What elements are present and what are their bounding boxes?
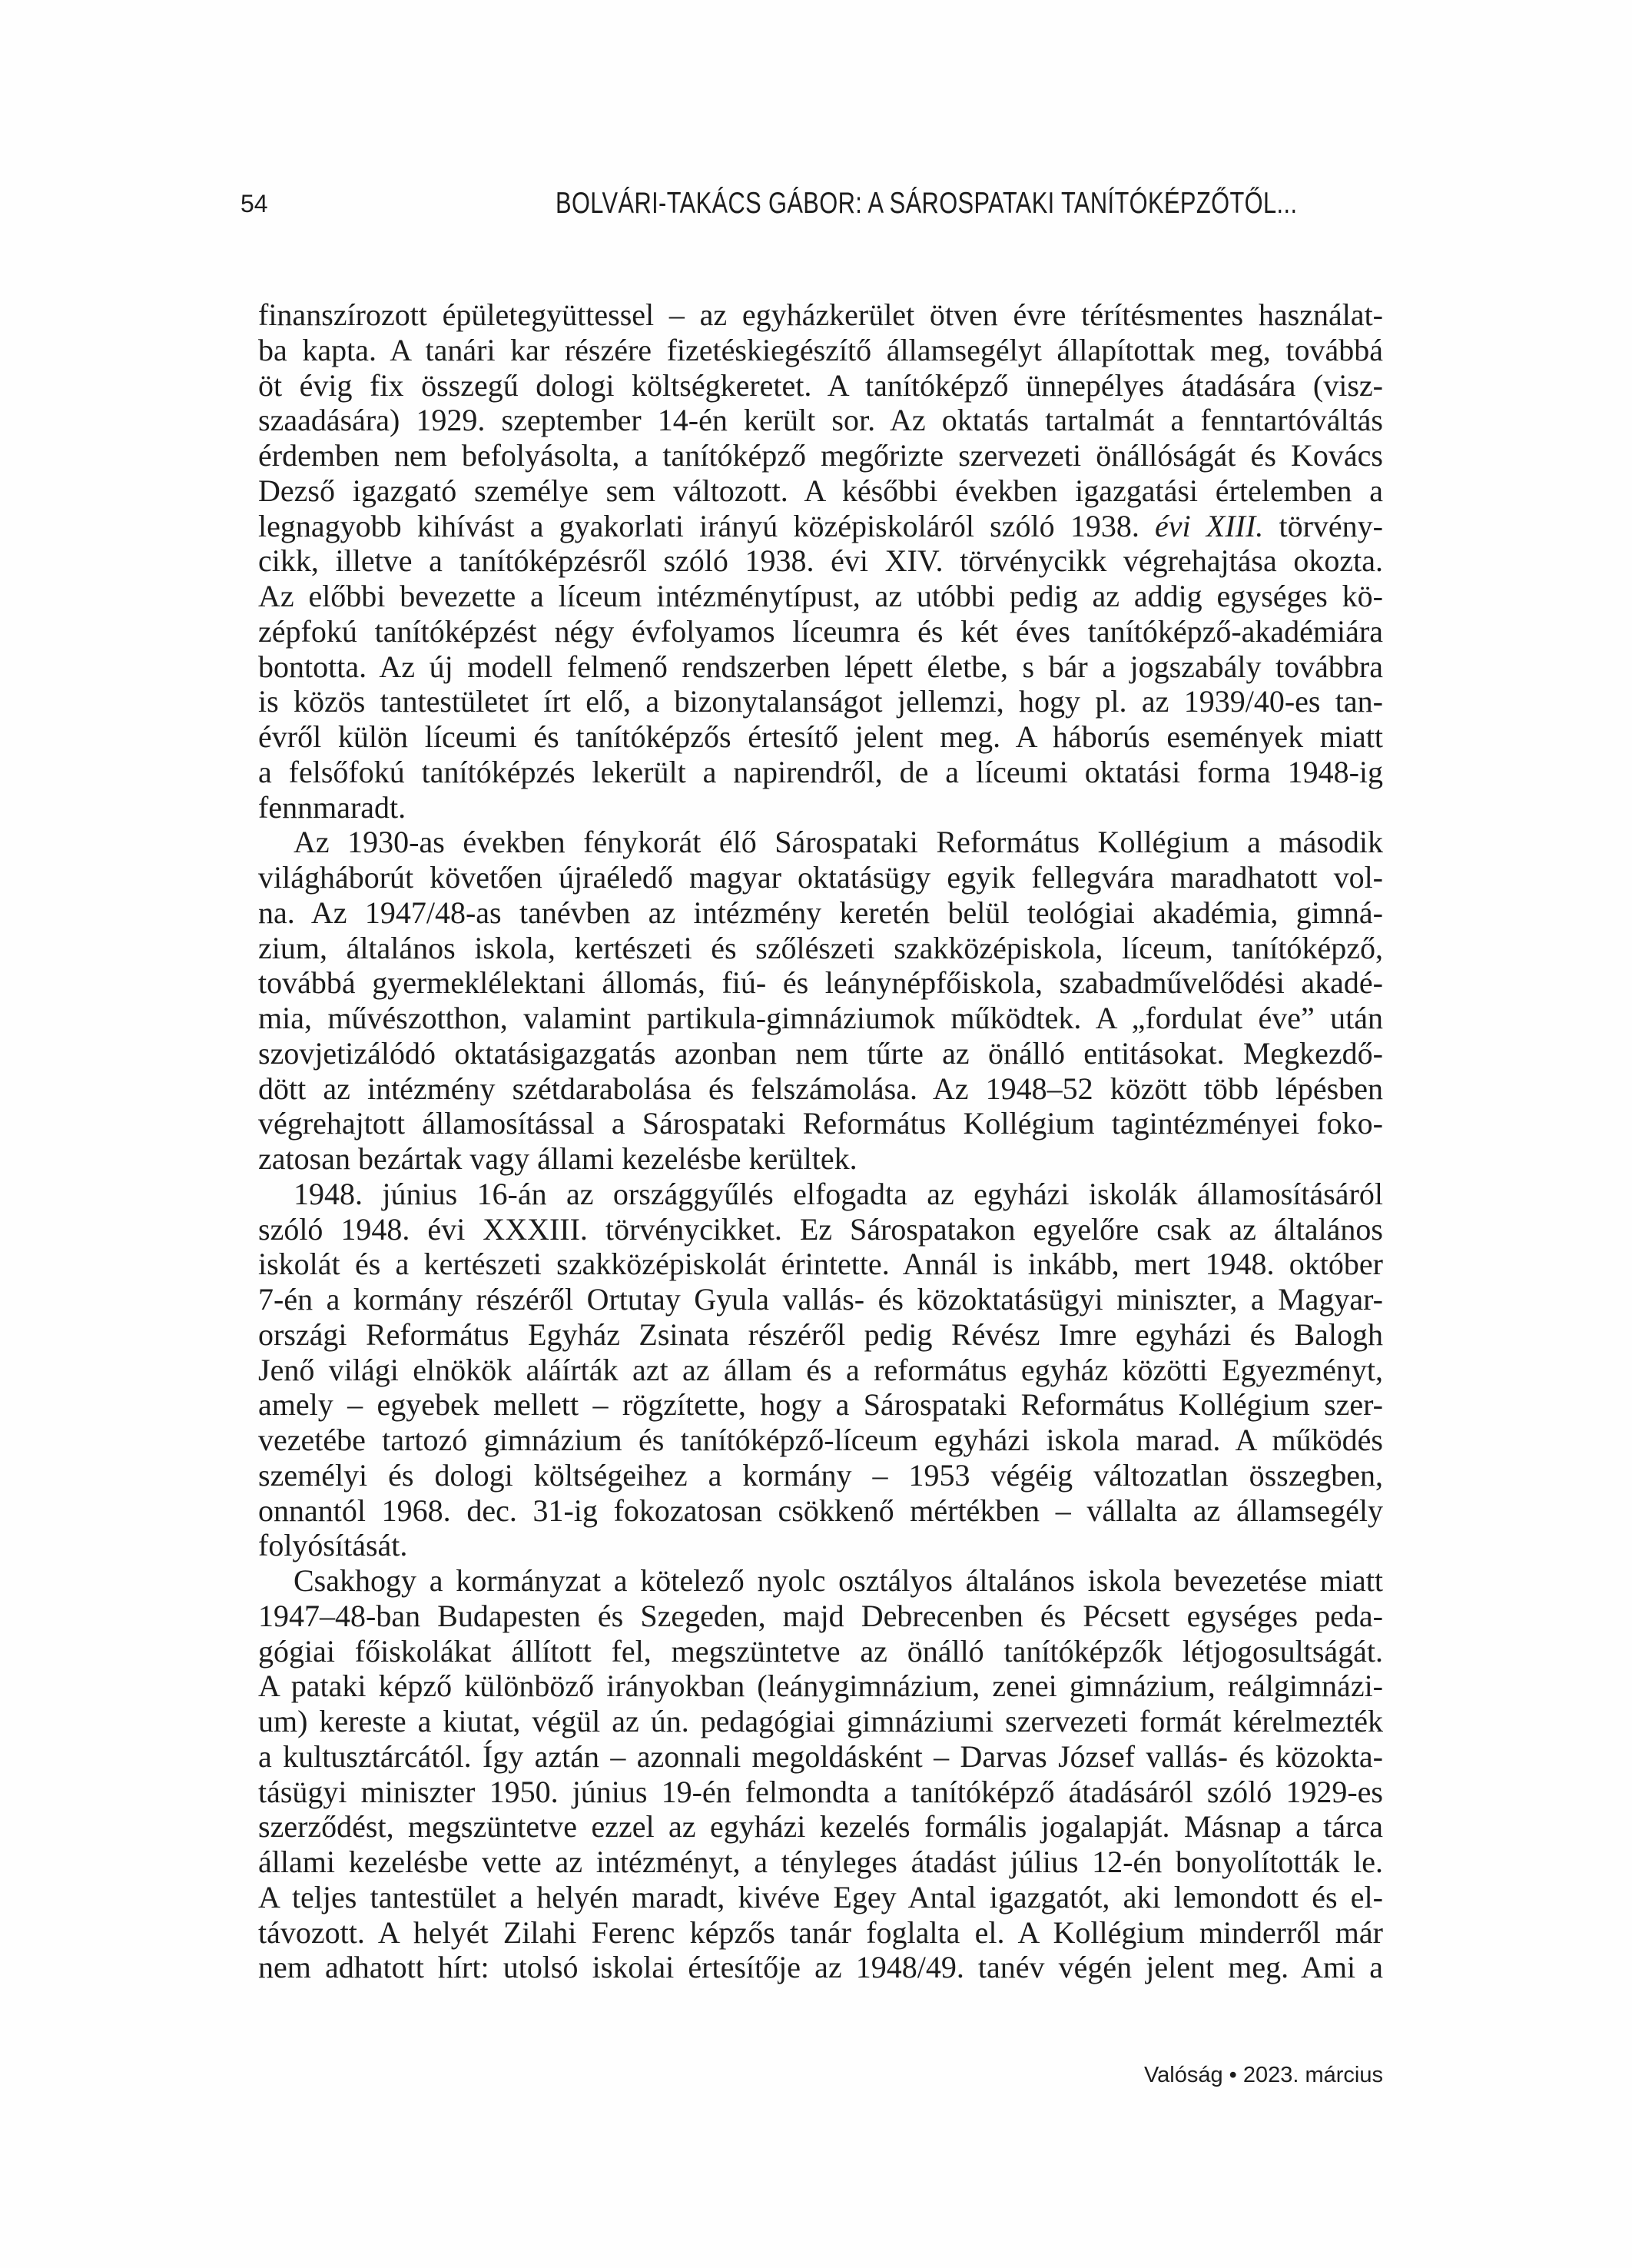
text-line <box>258 333 1383 368</box>
text-line <box>258 1809 1383 1845</box>
text-run: 1948. június 16-án az országgyűlés elfogadta az egyházi iskolák államosításáról <box>294 1176 1383 1211</box>
text-line <box>258 473 1383 509</box>
text-run: gógiai főiskolákat állított fel, megszüntetve az önálló tanítóképzők létjogosultságát. <box>258 1633 1383 1669</box>
text-line <box>258 614 1383 649</box>
text-run: érdemben nem befolyásolta, a tanítóképző megőrizte szervezeti önállóságát és Kovács <box>258 438 1383 473</box>
text-run: A pataki képző különböző irányokban (leánygimnázium, zenei gimnázium, reálgimnázi- <box>258 1669 1383 1704</box>
text-line <box>258 368 1383 403</box>
text-line <box>258 1247 1383 1282</box>
text-run: Csakhogy a kormányzat a kötelező nyolc osztályos általános iskola bevezetése miatt <box>294 1563 1383 1598</box>
text-run: um) kereste a kiutat, végül az ún. pedagógiai gimnáziumi szervezeti formát kérelmezték <box>258 1704 1383 1738</box>
text-run: törvény- <box>1263 508 1384 543</box>
text-run: dött az intézmény szétdarabolása és felszámolása. Az 1948–52 között több lépésben <box>258 1071 1383 1106</box>
text-run: legnagyobb kihívást a gyakorlati irányú középiskoláról szóló 1938. <box>258 508 1156 543</box>
text-line <box>258 297 1383 333</box>
text-line <box>258 509 1383 544</box>
text-run: világháborút követően újraéledő magyar oktatásügy egyik fellegvára maradhatott vol- <box>258 860 1383 895</box>
text-line <box>258 1775 1383 1810</box>
text-line <box>258 931 1383 966</box>
text-run: személyi és dologi költségeihez a kormány – 1953 végéig változatlan összegben, <box>258 1457 1383 1493</box>
article-body <box>258 297 1383 1985</box>
text-run: Dezső igazgató személye sem változott. A későbbi években igazgatási értelemben a <box>258 473 1383 508</box>
text-line <box>258 825 1383 860</box>
text-run: ba kapta. A tanári kar részére fizetéskiegészítő államsegélyt állapítottak meg, továbbá <box>258 332 1383 367</box>
text-run: szaadására) 1929. szeptember 14-én került sor. Az oktatás tartalmát a fenntartóváltás <box>258 403 1383 438</box>
text-line <box>258 1563 1383 1599</box>
text-run: Az 1930-as években fénykorát élő Sárospataki Református Kollégium a második <box>294 825 1383 860</box>
text-run: évről külön líceumi és tanítóképzős értesítő jelent meg. A háborús események miatt <box>258 719 1383 754</box>
text-run: cikk, illetve a tanítóképzésről szóló 1938. évi XIV. törvénycikk végrehajtása okozta. <box>258 543 1383 579</box>
text-run: Az előbbi bevezette a líceum intézménytípust, az utóbbi pedig az addig egységes kö- <box>258 579 1383 613</box>
text-line <box>258 579 1383 614</box>
text-line <box>258 1880 1383 1915</box>
text-line <box>258 1106 1383 1141</box>
page-number: 54 <box>240 190 268 218</box>
text-run: öt évig fix összegű dologi költségkeretet. A tanítóképző ünnepélyes átadására (visz- <box>258 367 1383 403</box>
text-run: fennmaradt. <box>258 789 406 825</box>
text-run: a kultusztárcától. Így aztán – azonnali megoldásként – Darvas József vallás- és közokta- <box>258 1738 1383 1774</box>
text-line <box>258 543 1383 579</box>
text-run: távozott. A helyét Zilahi Ferenc képzős tanár foglalta el. A Kollégium minderről már <box>258 1914 1383 1950</box>
text-run: 7-én a kormány részéről Ortutay Gyula vallás- és közoktatásügyi miniszter, a Magyar- <box>258 1282 1383 1317</box>
text-line <box>258 1704 1383 1739</box>
text-line <box>258 684 1383 719</box>
text-line <box>258 755 1383 790</box>
text-run: A teljes tantestület a helyén maradt, kivéve Egey Antal igazgatót, aki lemondott és el- <box>258 1879 1383 1914</box>
text-line <box>258 1001 1383 1036</box>
text-line <box>258 790 1383 825</box>
text-line <box>258 1493 1383 1529</box>
text-line <box>258 1528 1383 1563</box>
text-line <box>258 1353 1383 1388</box>
text-run: vezetébe tartozó gimnázium és tanítóképző-líceum egyházi iskola marad. A működés <box>258 1423 1383 1457</box>
text-line <box>258 860 1383 895</box>
text-line <box>258 1423 1383 1458</box>
text-line <box>258 1634 1383 1669</box>
text-run: onnantól 1968. dec. 31-ig fokozatosan csökkenő mértékben – vállalta az államsegély <box>258 1493 1383 1528</box>
text-run: folyósítását. <box>258 1528 408 1563</box>
text-line <box>258 1599 1383 1634</box>
text-run: zatosan bezártak vagy állami kezelésbe kerültek. <box>258 1141 857 1176</box>
text-line <box>258 965 1383 1001</box>
text-line <box>258 1669 1383 1704</box>
text-run: továbbá gyermeklélektani állomás, fiú- és leánynépfőiskola, szabadművelődési akadé- <box>258 965 1383 1001</box>
text-run: Jenő világi elnökök aláírták azt az állam és a református egyház közötti Egyezményt, <box>258 1352 1383 1387</box>
italic-text-run: évi XIII. <box>1155 508 1264 543</box>
text-run: nem adhatott hírt: utolsó iskolai értesítője az 1948/49. tanév végén jelent meg. Ami a <box>258 1950 1383 1985</box>
running-header-title: BOLVÁRI-TAKÁCS GÁBOR: A SÁROSPATAKI TANÍTÓKÉPZŐTŐL... <box>556 187 1298 220</box>
text-run: szovjetizálódó oktatásigazgatás azonban nem tűrte az önálló entitásokat. Megkezdő- <box>258 1035 1383 1071</box>
text-run: amely – egyebek mellett – rögzítette, hogy a Sárospataki Református Kollégium szer- <box>258 1387 1383 1423</box>
text-line <box>258 438 1383 473</box>
text-run: országi Református Egyház Zsinata részéről pedig Révész Imre egyházi és Balogh <box>258 1317 1383 1352</box>
text-run: zium, általános iskola, kertészeti és szőlészeti szakközépiskola, líceum, tanítóképző, <box>258 930 1383 965</box>
text-line <box>258 1036 1383 1071</box>
text-run: zépfokú tanítóképzést négy évfolyamos líceumra és két éves tanítóképző-akadémiára <box>258 613 1383 649</box>
text-run: 1947–48-ban Budapesten és Szegeden, majd Debrecenben és Pécsett egységes peda- <box>258 1598 1383 1633</box>
text-line <box>258 1282 1383 1317</box>
text-line <box>258 895 1383 931</box>
text-run: állami kezelésbe vette az intézményt, a tényleges átadást július 12-én bonyolították le. <box>258 1845 1383 1879</box>
text-line <box>258 1458 1383 1493</box>
text-run: finanszírozott épületegyüttessel – az egyházkerület ötven évre térítésmentes használat- <box>258 297 1383 332</box>
journal-footer: Valóság • 2023. március <box>1143 2063 1383 2087</box>
text-line <box>258 1387 1383 1423</box>
text-run: szerződést, megszüntetve ezzel az egyházi kezelés formális jogalapját. Másnap a tárca <box>258 1809 1383 1845</box>
text-run: bontotta. Az új modell felmenő rendszerben lépett életbe, s bár a jogszabály továbbra <box>258 649 1383 684</box>
text-run: tásügyi miniszter 1950. június 19-én felmondta a tanítóképző átadásáról szóló 1929-es <box>258 1774 1383 1809</box>
text-run: szóló 1948. évi XXXIII. törvénycikket. Ez Sárospatakon egyelőre csak az általános <box>258 1211 1383 1247</box>
text-run: végrehajtott államosítással a Sárospataki Református Kollégium tagintézményei foko- <box>258 1106 1383 1141</box>
text-line <box>258 1845 1383 1880</box>
text-run: is közös tantestületet írt elő, a bizonytalanságot jellemzi, hogy pl. az 1939/40-es tan- <box>258 684 1383 719</box>
text-line <box>258 1071 1383 1107</box>
text-run: mia, művészotthon, valamint partikula-gimnáziumok működtek. A „fordulat éve” után <box>258 1001 1383 1035</box>
text-line <box>258 649 1383 685</box>
text-line <box>258 1950 1383 1985</box>
text-line <box>258 1212 1383 1247</box>
text-line <box>258 403 1383 438</box>
text-line <box>258 719 1383 755</box>
text-run: iskolát és a kertészeti szakközépiskolát érintette. Annál is inkább, mert 1948. október <box>258 1247 1383 1282</box>
text-line <box>258 1141 1383 1177</box>
text-run: a felsőfokú tanítóképzés lekerült a napirendről, de a líceumi oktatási forma 1948-ig <box>258 754 1383 789</box>
text-line <box>258 1317 1383 1353</box>
text-line <box>258 1177 1383 1212</box>
text-line <box>258 1739 1383 1775</box>
text-run: na. Az 1947/48-as tanévben az intézmény keretén belül teológiai akadémia, gimná- <box>258 895 1383 930</box>
text-line <box>258 1915 1383 1951</box>
